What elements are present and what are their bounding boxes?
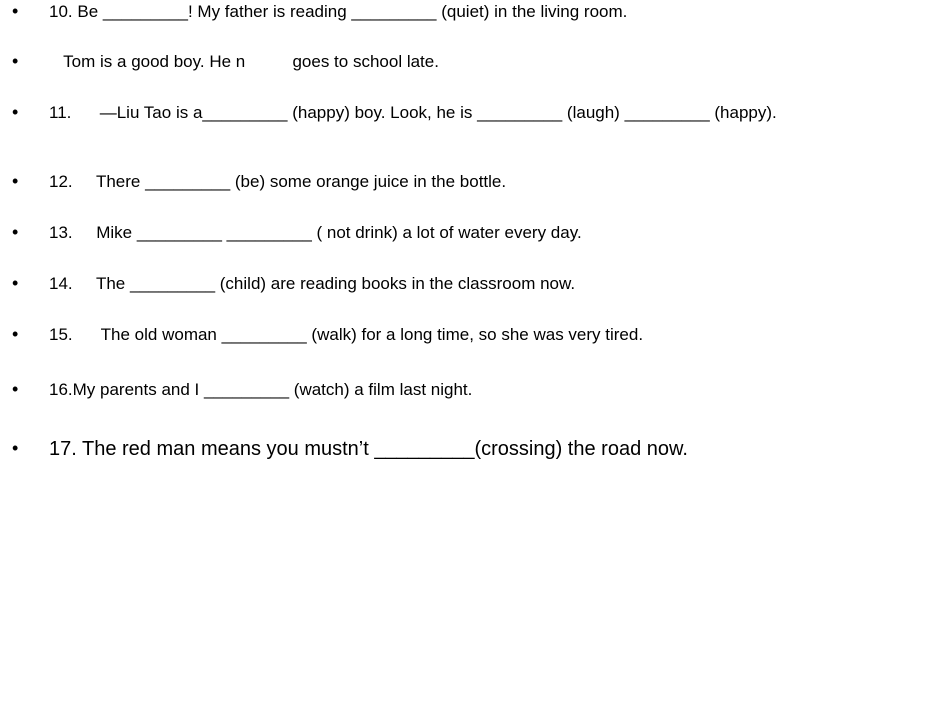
bullet-icon: • [12,222,19,242]
exercise-10: 10. Be _________! My father is reading _________ (quiet) in the living room. [49,2,628,21]
bullet-icon: • [12,171,19,191]
exercise-14: 14. The _________ (child) are reading books in the classroom now. [49,274,576,293]
bullet-icon: • [12,51,19,71]
bullet-icon: • [12,379,19,399]
exercise-15: 15. The old woman _________ (walk) for a long time, so she was very tired. [49,325,644,344]
exercise-16: 16.My parents and I _________ (watch) a film last night. [49,380,473,399]
bullet-icon: • [12,1,19,21]
bullet-icon: • [12,324,19,344]
exercise-13: 13. Mike _________ _________ ( not drink) a lot of water every day. [49,223,582,242]
exercise-11: 11. —Liu Tao is a_________ (happy) boy. Look, he is _________ (laugh) _________ (happy). [49,103,777,122]
exercise-12: 12. There _________ (be) some orange juice in the bottle. [49,172,507,191]
bullet-icon: • [12,438,19,458]
bullet-icon: • [12,102,19,122]
exercise-tom: Tom is a good boy. He n goes to school late. [49,52,439,71]
exercise-17: 17. The red man means you mustn’t _________(crossing) the road now. [49,438,688,460]
bullet-icon: • [12,273,19,293]
